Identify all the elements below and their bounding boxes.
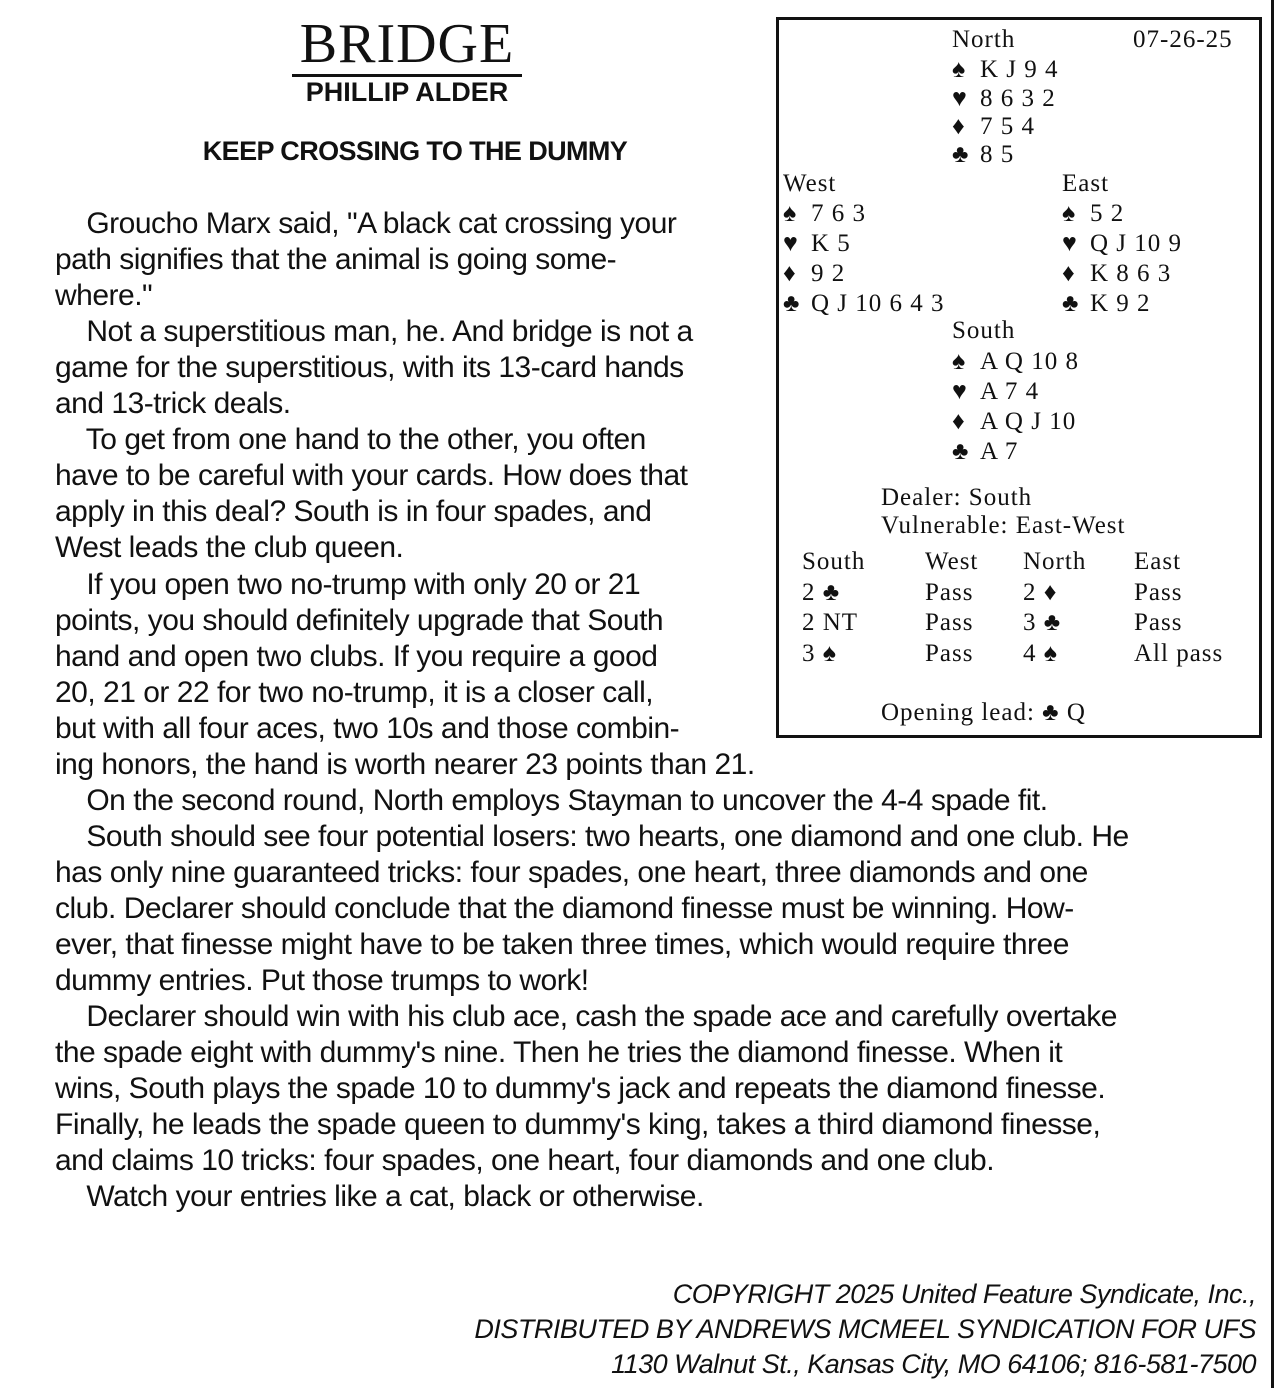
auction-bid: 3 ♣ (1023, 609, 1062, 636)
body-line: dummy entries. Put those trumps to work! (55, 964, 589, 997)
body-line: path signifies that the animal is going some- (55, 243, 617, 276)
body-line: has only nine guaranteed tricks: four spades, one heart, three diamonds and one (55, 856, 1088, 889)
spade-icon: ♠ (952, 348, 967, 375)
auction-header-west: West (925, 548, 979, 575)
north-clubs (952, 140, 1014, 170)
west-spades-cards: 7 6 3 (811, 200, 866, 227)
east-clubs-cards: K 9 2 (1090, 290, 1151, 317)
auction-bid: Pass (925, 609, 974, 636)
body-line: Groucho Marx said, "A black cat crossing your (55, 207, 677, 240)
body-line: Finally, he leads the spade queen to dummy's king, takes a third diamond finesse, (55, 1108, 1101, 1141)
east-hearts (1062, 229, 1182, 259)
auction-bid: Pass (925, 579, 974, 606)
body-line: West leads the club queen. (55, 531, 404, 564)
heart-icon: ♥ (783, 230, 799, 257)
body-line: where." (55, 279, 153, 312)
deal-date: 07-26-25 (1133, 26, 1233, 53)
body-line: South should see four potential losers: two hearts, one diamond and one club. He (55, 820, 1129, 853)
body-line: Not a superstitious man, he. And bridge is not a (55, 315, 693, 348)
west-hearts (783, 229, 851, 259)
body-line: Declarer should win with his club ace, cash the spade ace and carefully overtake (55, 1000, 1117, 1033)
spade-icon: ♠ (783, 200, 798, 227)
page-edge-rule (1271, 0, 1274, 1388)
column-title: BRIDGE (292, 16, 522, 77)
auction-bid: 3 ♠ (802, 640, 838, 667)
body-line: 20, 21 or 22 for two no-trump, it is a closer call, (55, 676, 654, 709)
club-icon: ♣ (783, 290, 801, 317)
deal-diagram (776, 17, 1262, 738)
south-clubs (952, 437, 1018, 467)
north-diamonds-cards: 7 5 4 (980, 113, 1035, 140)
west-clubs (783, 289, 945, 319)
body-line: the spade eight with dummy's nine. Then he tries the diamond finesse. When it (55, 1036, 1063, 1069)
west-diamonds (783, 259, 845, 289)
south-spades-cards: A Q 10 8 (980, 348, 1079, 375)
club-icon: ♣ (1062, 290, 1080, 317)
body-line: points, you should definitely upgrade that South (55, 604, 664, 637)
auction-bid: Pass (1134, 609, 1183, 636)
auction-bid: 2 ♦ (1023, 579, 1058, 606)
heart-icon: ♥ (952, 85, 968, 112)
body-line: Watch your entries like a cat, black or otherwise. (55, 1180, 704, 1213)
spade-icon: ♠ (952, 56, 967, 83)
auction-bid: Pass (925, 640, 974, 667)
east-clubs (1062, 289, 1151, 319)
body-line: ever, that finesse might have to be taken three times, which would require three (55, 928, 1069, 961)
east-spades (1062, 199, 1124, 229)
west-diamonds-cards: 9 2 (811, 260, 846, 287)
vulnerability: Vulnerable: East-West (881, 512, 1126, 539)
auction-header-east: East (1134, 548, 1182, 575)
south-label: South (952, 317, 1016, 344)
address-line: 1130 Walnut St., Kansas City, MO 64106; 816-581-7500 (611, 1349, 1256, 1379)
south-spades (952, 347, 1079, 377)
spade-icon: ♠ (1062, 200, 1077, 227)
body-line: To get from one hand to the other, you often (55, 423, 646, 456)
south-diamonds (952, 407, 1076, 437)
club-icon: ♣ (952, 438, 970, 465)
west-hearts-cards: K 5 (811, 230, 851, 257)
diamond-icon: ♦ (1062, 260, 1076, 287)
dealer: Dealer: South (881, 484, 1033, 511)
body-line: and claims 10 tricks: four spades, one heart, four diamonds and one club. (55, 1144, 995, 1177)
diamond-icon: ♦ (783, 260, 797, 287)
masthead (292, 13, 522, 107)
body-line: have to be careful with your cards. How does that (55, 459, 688, 492)
east-label: East (1062, 170, 1110, 197)
auction-bid: All pass (1134, 640, 1224, 667)
club-icon: ♣ (952, 141, 970, 168)
north-hearts-cards: 8 6 3 2 (980, 85, 1056, 112)
auction-header-south: South (802, 548, 866, 575)
west-spades (783, 199, 866, 229)
body-line: ing honors, the hand is worth nearer 23 points than 21. (55, 748, 755, 781)
copyright-line: COPYRIGHT 2025 United Feature Syndicate, Inc., (672, 1279, 1256, 1309)
north-label: North (952, 26, 1016, 53)
auction-header-north: North (1023, 548, 1087, 575)
auction-bid: 4 ♠ (1023, 640, 1059, 667)
heart-icon: ♥ (952, 378, 968, 405)
auction-bid: Pass (1134, 579, 1183, 606)
opening-lead: Opening lead: ♣ Q (881, 699, 1086, 726)
heart-icon: ♥ (1062, 230, 1078, 257)
east-diamonds-cards: K 8 6 3 (1090, 260, 1172, 287)
distribution-line: DISTRIBUTED BY ANDREWS MCMEEL SYNDICATION FOR UFS (474, 1314, 1256, 1344)
south-hearts (952, 377, 1039, 407)
south-clubs-cards: A 7 (980, 438, 1019, 465)
diamond-icon: ♦ (952, 408, 966, 435)
article-headline: KEEP CROSSING TO THE DUMMY (202, 136, 628, 166)
north-diamonds (952, 112, 1035, 142)
body-line: apply in this deal? South is in four spades, and (55, 495, 652, 528)
body-line: and 13-trick deals. (55, 387, 291, 420)
auction-bid: 2 NT (802, 609, 859, 636)
east-diamonds (1062, 259, 1171, 289)
east-hearts-cards: Q J 10 9 (1090, 230, 1183, 257)
south-diamonds-cards: A Q J 10 (980, 408, 1077, 435)
body-line: but with all four aces, two 10s and those combin- (55, 712, 680, 745)
body-line: hand and open two clubs. If you require a good (55, 640, 658, 673)
auction-bid: 2 ♣ (802, 579, 841, 606)
diamond-icon: ♦ (952, 113, 966, 140)
north-spades (952, 55, 1059, 85)
west-label: West (783, 170, 837, 197)
north-clubs-cards: 8 5 (980, 141, 1015, 168)
north-spades-cards: K J 9 4 (980, 56, 1059, 83)
north-hearts (952, 84, 1056, 114)
body-line: club. Declarer should conclude that the diamond finesse must be winning. How- (55, 892, 1074, 925)
west-clubs-cards: Q J 10 6 4 3 (811, 290, 945, 317)
body-line: wins, South plays the spade 10 to dummy's jack and repeats the diamond finesse. (55, 1072, 1106, 1105)
column-author: PHILLIP ALDER (305, 77, 509, 107)
east-spades-cards: 5 2 (1090, 200, 1125, 227)
body-line: game for the superstitious, with its 13-card hands (55, 351, 684, 384)
south-hearts-cards: A 7 4 (980, 378, 1040, 405)
body-line: If you open two no-trump with only 20 or 21 (55, 568, 641, 601)
body-line: On the second round, North employs Stayman to uncover the 4-4 spade fit. (55, 784, 1048, 817)
